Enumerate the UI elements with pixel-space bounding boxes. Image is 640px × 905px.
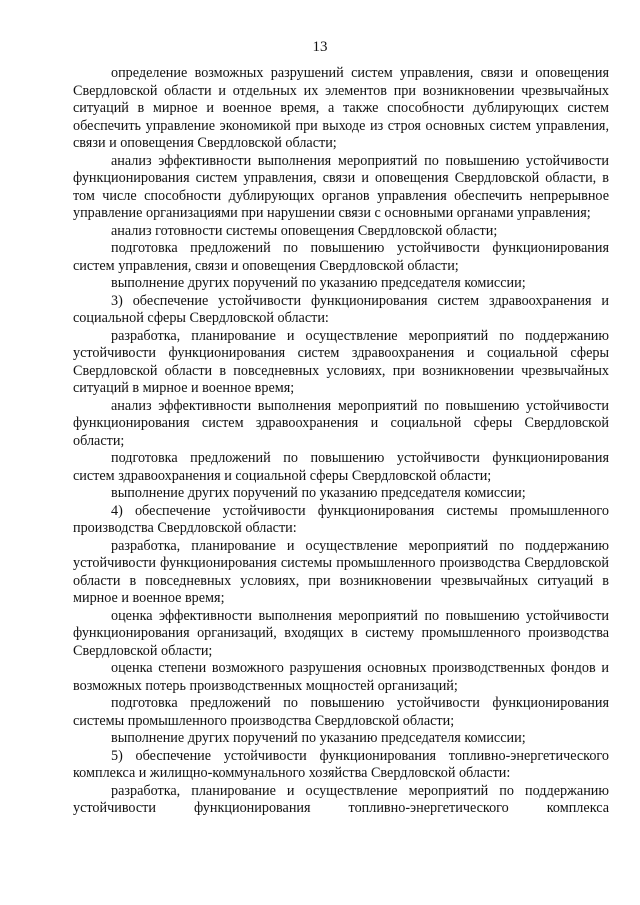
paragraph: разработка, планирование и осуществление мероприятий по поддержанию устойчивости функционирования систем здравоохранения и социальной сферы Свердловской области в повседневных условиях, при возникновении чрезвычайных ситуаций в мирное и военное время; [73,327,609,396]
document-body [73,65,609,818]
paragraph-continued: разработка, планирование и осуществление мероприятий по поддержанию устойчивости функционирования топливно-энергетического комплекса [73,782,609,816]
paragraph: выполнение других поручений по указанию председателя комиссии; [111,275,526,291]
paragraph: анализ эффективности выполнения мероприятий по повышению устойчивости функционирования систем здравоохранения и социальной сферы Свердловской области; [73,397,609,449]
paragraph: подготовка предложений по повышению устойчивости функционирования систем управления, связи и оповещения Свердловской области; [73,240,609,274]
paragraph: анализ эффективности выполнения мероприятий по повышению устойчивости функционирования систем управления, связи и оповещения Свердловской области, в том числе способности дублирующих органов управления обеспечить непрерывное управление организациями при нарушении связи с основными органами управления; [73,152,609,221]
paragraph: определение возможных разрушений систем управления, связи и оповещения Свердловской области и отдельных их элементов при возникновении чрезвычайных ситуаций в мирное и военное время, а также способности дублирующих систем обеспечить управление экономикой при выходе из строя основных систем управления, связи и оповещения Свердловской области; [73,65,609,151]
paragraph: выполнение других поручений по указанию председателя комиссии; [111,485,526,501]
paragraph: анализ готовности системы оповещения Свердловской области; [111,222,498,239]
paragraph: 5) обеспечение устойчивости функционирования топливно-энергетического комплекса и жилищно-коммунального хозяйства Свердловской области: [73,747,609,781]
paragraph: подготовка предложений по повышению устойчивости функционирования системы промышленного производства Свердловской области; [73,695,609,729]
page-number: 13 [312,39,328,55]
paragraph: оценка степени возможного разрушения основных производственных фондов и возможных потерь производственных мощностей организаций; [73,660,609,694]
paragraph: подготовка предложений по повышению устойчивости функционирования систем здравоохранения и социальной сферы Свердловской области; [73,450,609,484]
paragraph: разработка, планирование и осуществление мероприятий по поддержанию устойчивости функционирования системы промышленного производства Свердловской области в повседневных условиях, при возникновении чрезвычайных ситуаций в мирное и военное время; [73,537,609,606]
paragraph: выполнение других поручений по указанию председателя комиссии; [111,730,526,746]
paragraph: 4) обеспечение устойчивости функционирования системы промышленного производства Свердловской области: [73,502,609,536]
paragraph: 3) обеспечение устойчивости функционирования систем здравоохранения и социальной сферы Свердловской области: [73,292,609,326]
paragraph: оценка эффективности выполнения мероприятий по повышению устойчивости функционирования организаций, входящих в систему промышленного производства Свердловской области; [73,607,609,659]
